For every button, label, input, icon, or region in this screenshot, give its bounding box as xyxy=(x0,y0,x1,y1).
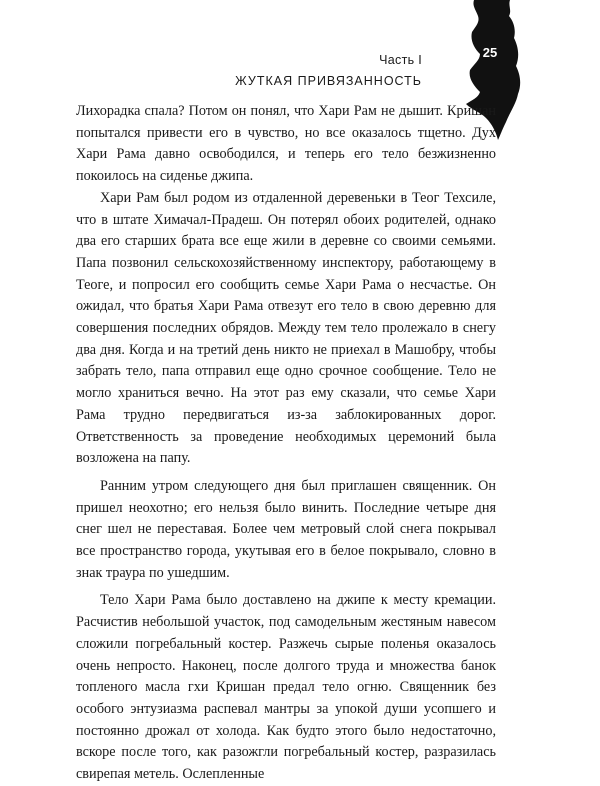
paragraph: Ранним утром следующего дня был приглашен священник. Он пришел неохотно; его нельзя было винить. Последние четыре дня снег шел не переставая. Более чем метровый слой снега покрывал все пространство города, укутывая его в белое покрывало, словно в знак траура по ушедшим. xyxy=(76,477,496,581)
paragraph: Тело Хари Рама было доставлено на джипе к месту кремации. Расчистив небольшой участок, под самодельным жестяным навесом сложили погребальный костер. Разжечь сырые поленья оказалось очень непросто. Наконец, после долгого труда и множества банок топленого масла гхи Кришан предал тело огню. Священник без особого энтузиазма распевал мантры за упокой души усопшего и постоянно дрожал от холода. Как будто этого было недостаточно, вскоре после того, как разожгли погребальный костер, разразилась свирепая метель. Ослепленные xyxy=(76,592,496,783)
chapter-title: ЖУТКАЯ ПРИВЯЗАННОСТЬ xyxy=(235,74,422,88)
paragraph: Лихорадка спала? Потом он понял, что Хари Рам не дышит. Кришан попытался привести его в чувство, но все оказалось тщетно. Дух Хари Рама давно освободился, и теперь его тело безжизненно покоилось на сиденье джипа. xyxy=(76,103,496,185)
paragraph: Хари Рам был родом из отдаленной деревеньки в Теог Техсиле, что в штате Химачал-Прадеш. Он потерял обоих родителей, однако два его старших брата все еще жили в деревне со своими семьями. Папа позвонил сельскохозяйственному инспектору, работающему в Теоге, и попросил его сообщить семье Хари Рама о несчастье. Он ожидал, что братья Хари Рама отвезут его тело в свою деревню для совершения последних обрядов. Между тем тело пролежало в снегу два дня. Когда и на третий день никто не приехал в Машобру, чтобы забрать тело, папа отправил еще одно срочное сообщение. Тело не могло храниться вечно. На этот раз ему сказали, что семье Хари Рама трудно передвигаться из-за заблокированных дорог. Ответственность за проведение необходимых церемоний была возложена на папу. xyxy=(76,189,496,467)
page-number: 25 xyxy=(482,45,498,60)
body-text xyxy=(76,101,496,786)
running-header xyxy=(235,52,422,90)
part-label: Часть I xyxy=(379,53,422,67)
